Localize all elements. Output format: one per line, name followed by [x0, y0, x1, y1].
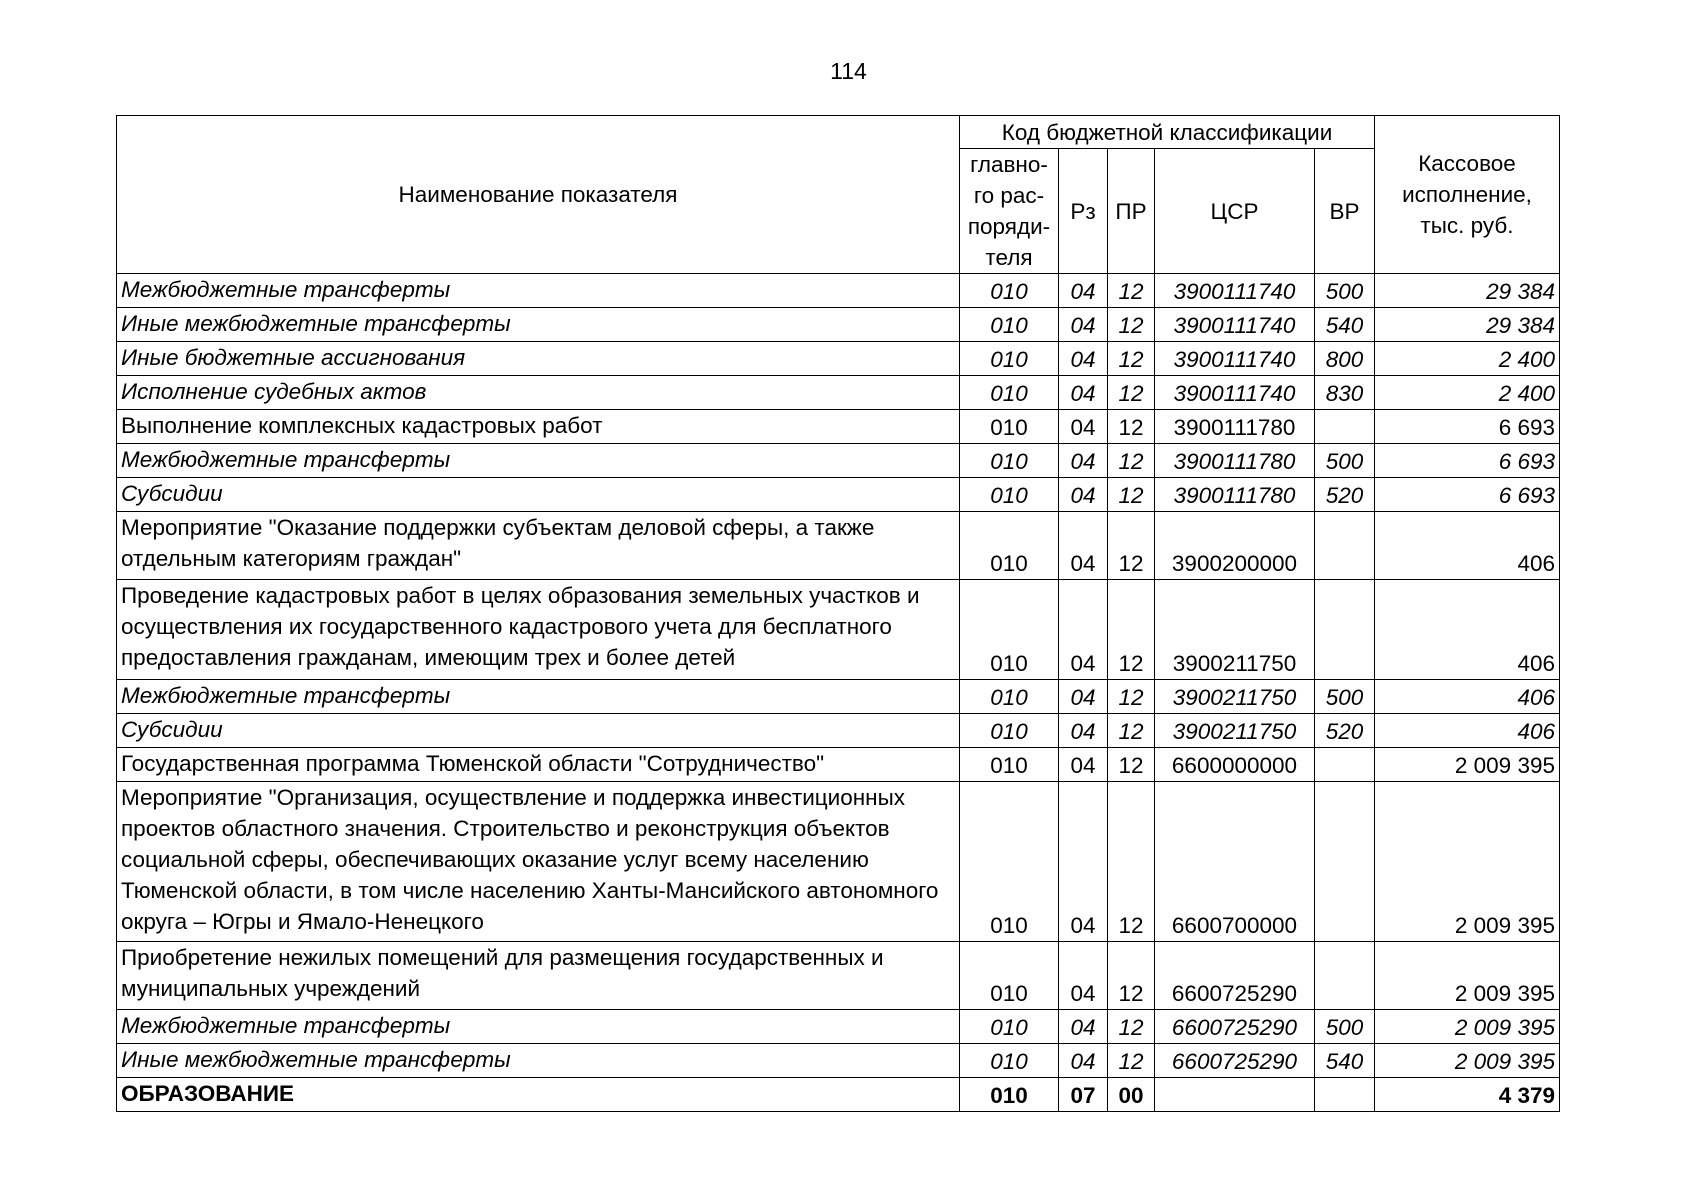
cell-vr: [1315, 782, 1375, 942]
cell-rz: 04: [1059, 274, 1108, 308]
table-row: [117, 680, 1560, 714]
cell-csr: [1155, 1078, 1315, 1112]
cell-rz: 04: [1059, 1044, 1108, 1078]
cell-amount: 2 009 395: [1375, 782, 1560, 942]
cell-vr: 800: [1315, 342, 1375, 376]
cell-name: Иные бюджетные ассигнования: [117, 342, 960, 376]
cell-amount: 6 693: [1375, 478, 1560, 512]
table-row: [117, 512, 1560, 580]
cell-csr: 3900111740: [1155, 342, 1315, 376]
cell-vr: [1315, 512, 1375, 580]
cell-pr: 12: [1108, 580, 1155, 680]
cell-amount: 406: [1375, 580, 1560, 680]
cell-pr: 12: [1108, 512, 1155, 580]
table-row: [117, 274, 1560, 308]
cell-amount: 6 693: [1375, 410, 1560, 444]
cell-pr: 12: [1108, 748, 1155, 782]
cell-rz: 04: [1059, 714, 1108, 748]
cell-pr: 12: [1108, 410, 1155, 444]
cell-grbs: 010: [960, 512, 1059, 580]
cell-csr: 6600725290: [1155, 1044, 1315, 1078]
cell-name: ОБРАЗОВАНИЕ: [117, 1078, 960, 1112]
cell-name: Государственная программа Тюменской области "Сотрудничество": [117, 748, 960, 782]
header-name: Наименование показателя: [117, 116, 960, 274]
cell-vr: 500: [1315, 274, 1375, 308]
cell-amount: 2 009 395: [1375, 748, 1560, 782]
cell-amount: 406: [1375, 512, 1560, 580]
header-rz: Рз: [1059, 149, 1108, 274]
header-code-group: Код бюджетной классификации: [960, 116, 1375, 149]
cell-csr: 3900200000: [1155, 512, 1315, 580]
header-amount: Кассовое исполнение, тыс. руб.: [1375, 116, 1560, 274]
cell-amount: 2 400: [1375, 376, 1560, 410]
cell-grbs: 010: [960, 782, 1059, 942]
cell-grbs: 010: [960, 714, 1059, 748]
cell-name: Межбюджетные трансферты: [117, 680, 960, 714]
cell-grbs: 010: [960, 1010, 1059, 1044]
cell-pr: 12: [1108, 274, 1155, 308]
cell-name: Межбюджетные трансферты: [117, 444, 960, 478]
cell-pr: 12: [1108, 478, 1155, 512]
cell-pr: 12: [1108, 680, 1155, 714]
table-row: [117, 1078, 1560, 1112]
cell-vr: 830: [1315, 376, 1375, 410]
cell-vr: [1315, 942, 1375, 1010]
cell-csr: 3900111740: [1155, 308, 1315, 342]
cell-name: Проведение кадастровых работ в целях образования земельных участков и осуществления их государственного кадастрового учета для бесплатного предоставления гражданам, имеющим трех и более детей: [117, 580, 960, 680]
table-row: [117, 376, 1560, 410]
cell-amount: 29 384: [1375, 274, 1560, 308]
table-row: [117, 308, 1560, 342]
cell-name: Субсидии: [117, 478, 960, 512]
cell-pr: 12: [1108, 1010, 1155, 1044]
cell-vr: [1315, 580, 1375, 680]
cell-amount: 29 384: [1375, 308, 1560, 342]
table-row: [117, 748, 1560, 782]
cell-name: Приобретение нежилых помещений для размещения государственных и муниципальных учреждений: [117, 942, 960, 1010]
cell-pr: 12: [1108, 714, 1155, 748]
cell-name: Субсидии: [117, 714, 960, 748]
cell-name: Мероприятие "Организация, осуществление и поддержка инвестиционных проектов областного значения. Строительство и реконструкция объектов социальной сферы, обеспечивающих оказание услуг всему населению Тюменской области, в том числе населению Ханты-Мансийского автономного округа – Югры и Ямало-Ненецкого: [117, 782, 960, 942]
cell-pr: 12: [1108, 308, 1155, 342]
cell-grbs: 010: [960, 410, 1059, 444]
cell-rz: 04: [1059, 680, 1108, 714]
cell-csr: 3900111780: [1155, 410, 1315, 444]
cell-csr: 6600725290: [1155, 942, 1315, 1010]
table-row: [117, 714, 1560, 748]
table-row: [117, 580, 1560, 680]
header-vr: ВР: [1315, 149, 1375, 274]
table-row: [117, 342, 1560, 376]
cell-grbs: 010: [960, 342, 1059, 376]
cell-csr: 3900211750: [1155, 714, 1315, 748]
cell-grbs: 010: [960, 444, 1059, 478]
table-row: [117, 782, 1560, 942]
cell-csr: 3900111740: [1155, 376, 1315, 410]
cell-amount: 6 693: [1375, 444, 1560, 478]
cell-amount: 406: [1375, 714, 1560, 748]
cell-rz: 04: [1059, 512, 1108, 580]
cell-name: Иные межбюджетные трансферты: [117, 308, 960, 342]
cell-name: Иные межбюджетные трансферты: [117, 1044, 960, 1078]
cell-vr: 500: [1315, 1010, 1375, 1044]
table-row: [117, 444, 1560, 478]
cell-name: Межбюджетные трансферты: [117, 274, 960, 308]
cell-grbs: 010: [960, 680, 1059, 714]
cell-csr: 3900211750: [1155, 580, 1315, 680]
cell-rz: 04: [1059, 444, 1108, 478]
cell-vr: 520: [1315, 714, 1375, 748]
header-grbs: главно-го рас-поряди-теля: [960, 149, 1059, 274]
cell-vr: 540: [1315, 308, 1375, 342]
cell-csr: 6600725290: [1155, 1010, 1315, 1044]
table-row: [117, 1010, 1560, 1044]
cell-grbs: 010: [960, 376, 1059, 410]
cell-grbs: 010: [960, 308, 1059, 342]
page-number: 114: [830, 58, 867, 84]
cell-vr: [1315, 748, 1375, 782]
cell-rz: 04: [1059, 342, 1108, 376]
header-pr: ПР: [1108, 149, 1155, 274]
cell-rz: 04: [1059, 782, 1108, 942]
cell-rz: 04: [1059, 580, 1108, 680]
cell-grbs: 010: [960, 748, 1059, 782]
table-body: [117, 274, 1560, 1112]
cell-pr: 12: [1108, 782, 1155, 942]
cell-rz: 04: [1059, 478, 1108, 512]
cell-amount: 2 009 395: [1375, 1010, 1560, 1044]
cell-rz: 07: [1059, 1078, 1108, 1112]
table-row: [117, 478, 1560, 512]
table-header: [117, 116, 1560, 274]
cell-rz: 04: [1059, 410, 1108, 444]
cell-pr: 12: [1108, 444, 1155, 478]
cell-vr: 500: [1315, 444, 1375, 478]
cell-amount: 406: [1375, 680, 1560, 714]
cell-pr: 00: [1108, 1078, 1155, 1112]
cell-rz: 04: [1059, 942, 1108, 1010]
table-row: [117, 942, 1560, 1010]
cell-rz: 04: [1059, 308, 1108, 342]
header-csr: ЦСР: [1155, 149, 1315, 274]
cell-vr: [1315, 1078, 1375, 1112]
cell-pr: 12: [1108, 342, 1155, 376]
cell-grbs: 010: [960, 942, 1059, 1010]
cell-amount: 2 009 395: [1375, 942, 1560, 1010]
table-row: [117, 1044, 1560, 1078]
cell-name: Межбюджетные трансферты: [117, 1010, 960, 1044]
cell-vr: [1315, 410, 1375, 444]
cell-csr: 3900111780: [1155, 478, 1315, 512]
cell-csr: 3900211750: [1155, 680, 1315, 714]
cell-csr: 3900111740: [1155, 274, 1315, 308]
cell-pr: 12: [1108, 942, 1155, 1010]
cell-csr: 6600000000: [1155, 748, 1315, 782]
budget-execution-table: [116, 115, 1560, 1112]
cell-pr: 12: [1108, 376, 1155, 410]
cell-amount: 2 400: [1375, 342, 1560, 376]
cell-grbs: 010: [960, 274, 1059, 308]
table-row: [117, 410, 1560, 444]
cell-rz: 04: [1059, 1010, 1108, 1044]
cell-grbs: 010: [960, 1044, 1059, 1078]
cell-csr: 6600700000: [1155, 782, 1315, 942]
cell-name: Выполнение комплексных кадастровых работ: [117, 410, 960, 444]
cell-grbs: 010: [960, 580, 1059, 680]
cell-name: Мероприятие "Оказание поддержки субъектам деловой сферы, а также отдельным категориям граждан": [117, 512, 960, 580]
cell-name: Исполнение судебных актов: [117, 376, 960, 410]
cell-csr: 3900111780: [1155, 444, 1315, 478]
cell-amount: 4 379: [1375, 1078, 1560, 1112]
cell-rz: 04: [1059, 748, 1108, 782]
cell-vr: 520: [1315, 478, 1375, 512]
cell-vr: 500: [1315, 680, 1375, 714]
cell-grbs: 010: [960, 1078, 1059, 1112]
cell-amount: 2 009 395: [1375, 1044, 1560, 1078]
cell-rz: 04: [1059, 376, 1108, 410]
cell-vr: 540: [1315, 1044, 1375, 1078]
cell-grbs: 010: [960, 478, 1059, 512]
cell-pr: 12: [1108, 1044, 1155, 1078]
